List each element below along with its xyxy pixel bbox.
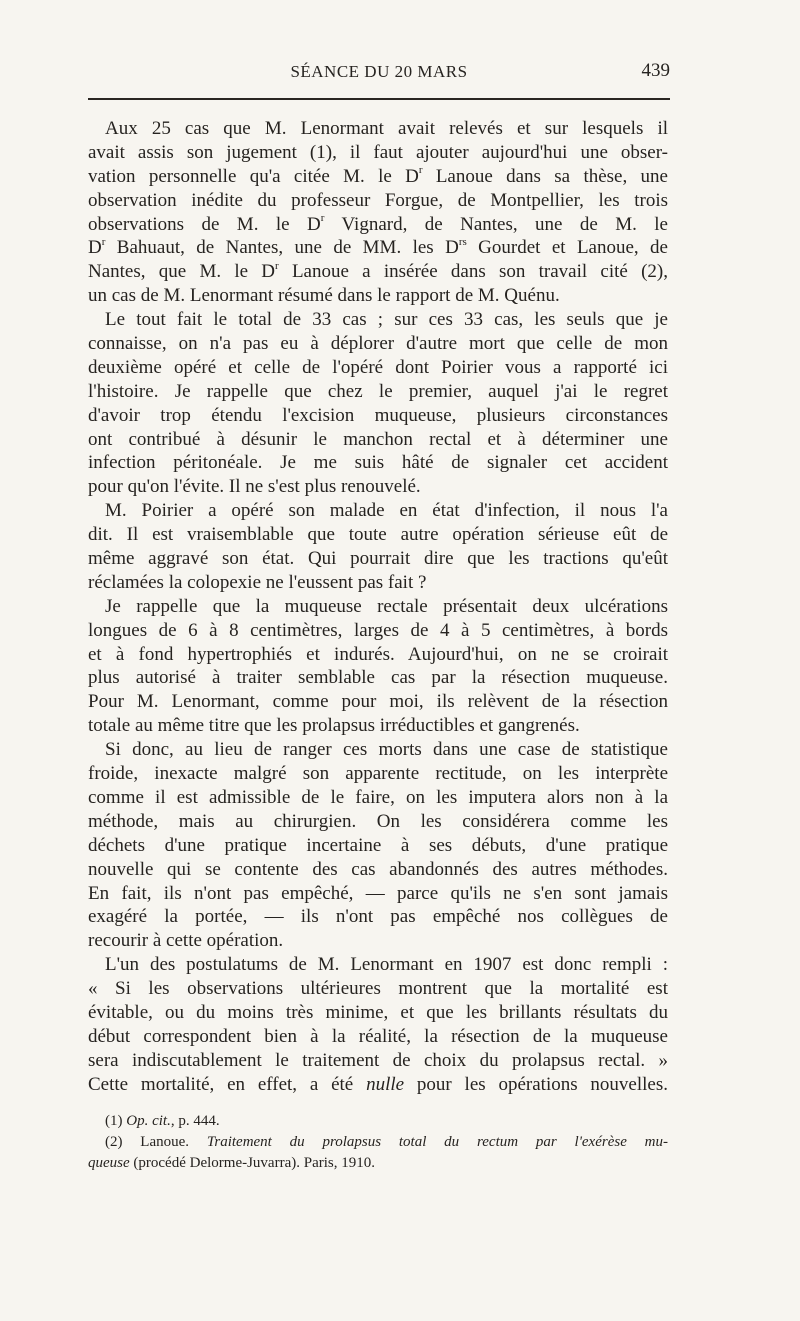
text-line: « Si les observations ultérieures montrent que la mortalité est xyxy=(88,978,668,1000)
footnote-continuation: queuse (procédé Delorme-Juvarra). Paris, 1910. xyxy=(88,1155,375,1171)
running-head xyxy=(88,58,670,88)
body-text xyxy=(88,117,668,1097)
text-line: nouvelle qui se contente des cas abandonnés des autres méthodes. xyxy=(88,858,668,880)
text-line: d'avoir trop étendu l'excision muqueuse, plusieurs circonstances xyxy=(88,404,668,426)
text-line: évitable, ou du moins très minime, et que les brillants résultats du xyxy=(88,1001,668,1023)
running-title: SÉANCE DU 20 MARS xyxy=(290,62,468,81)
footnote: (2) Lanoue. Traitement du prolapsus total du rectum par l'exérèse mu- xyxy=(105,1134,668,1150)
text-line: observation inédite du professeur Forgue, de Montpellier, les trois xyxy=(88,189,668,211)
footnotes xyxy=(88,1111,668,1174)
text-line: pour qu'on l'évite. Il ne s'est plus renouvelé. xyxy=(88,476,421,498)
page-number: 439 xyxy=(641,60,670,81)
text-line: Cette mortalité, en effet, a été nulle pour les opérations nouvelles. xyxy=(88,1073,668,1095)
text-line: longues de 6 à 8 centimètres, larges de 4 à 5 centimètres, à bords xyxy=(88,619,668,641)
text-line: plus autorisé à traiter semblable cas par la résection muqueuse. xyxy=(88,667,668,689)
text-line: Je rappelle que la muqueuse rectale présentait deux ulcérations xyxy=(105,595,668,617)
text-line: sera indiscutablement le traitement de choix du prolapsus rectal. » xyxy=(88,1049,668,1071)
text-line: froide, inexacte malgré son apparente rectitude, on les interprète xyxy=(88,763,668,785)
text-line: l'histoire. Je rappelle que chez le premier, auquel j'ai le regret xyxy=(88,380,668,402)
text-line: dit. Il est vraisemblable que toute autre opération sérieuse eût de xyxy=(88,524,668,546)
text-line: un cas de M. Lenormant résumé dans le rapport de M. Quénu. xyxy=(88,285,560,307)
text-line: $D^r$ Bahuaut, de Nantes, une de MM. les $D^{rs}$ Gourdet et Lanoue, de xyxy=(88,236,668,259)
text-line: même aggravé son état. Qui pourrait dire que les tractions qu'eût xyxy=(88,548,668,570)
text-line: Si donc, au lieu de ranger ces morts dans une case de statistique xyxy=(105,739,668,761)
text-line: En fait, ils n'ont pas empêché, — parce qu'ils ne s'en sont jamais xyxy=(88,882,668,904)
text-line: infection péritonéale. Je me suis hâté de signaler cet accident xyxy=(88,452,668,474)
text-line: deuxième opéré et celle de l'opéré dont Poirier vous a rapporté ici xyxy=(88,356,668,378)
text-line: observations de M. le $D^r$ Vignard, de Nantes, une de M. le xyxy=(88,212,668,235)
text-line: recourir à cette opération. xyxy=(88,930,284,952)
text-line: Nantes, que M. le $D^r$ Lanoue a insérée dans son travail cité (2), xyxy=(88,260,668,283)
text-line: exagéré la portée, — ils n'ont pas empêché nos collègues de xyxy=(88,906,668,928)
header-rule xyxy=(88,98,670,100)
text-line: L'un des postulatums de M. Lenormant en 1907 est donc rempli : xyxy=(105,954,668,976)
footnote: (1) Op. cit., p. 444. xyxy=(105,1113,220,1129)
text-line: totale au même titre que les prolapsus irréductibles et gangrenés. xyxy=(88,715,580,737)
text-line: connaisse, on n'a pas eu à déplorer d'autre mort que celle de mon xyxy=(88,333,668,355)
text-line: vation personnelle qu'a citée M. le $D^r$ Lanoue dans sa thèse, une xyxy=(88,164,668,187)
text-line: déchets d'une pratique incertaine à ses débuts, d'une pratique xyxy=(88,834,668,856)
text-line: méthode, mais au chirurgien. On les considérera comme les xyxy=(88,810,668,832)
text-line: Le tout fait le total de 33 cas ; sur ces 33 cas, les seuls que je xyxy=(105,309,668,331)
text-line: Aux 25 cas que M. Lenormant avait relevés et sur lesquels il xyxy=(105,118,668,139)
text-line: Pour M. Lenormant, comme pour moi, ils relèvent de la résection xyxy=(88,691,668,713)
text-line: réclamées la colopexie ne l'eussent pas fait ? xyxy=(88,571,427,593)
text-line: et à fond hypertrophiés et indurés. Aujourd'hui, on ne se croirait xyxy=(88,643,668,665)
text-line: début correspondent bien à la réalité, la résection de la muqueuse xyxy=(88,1025,668,1047)
text-line: avait assis son jugement (1), il faut ajouter aujourd'hui une obser- xyxy=(88,141,668,163)
text-line: ont contribué à désunir le manchon rectal et à déterminer une xyxy=(88,428,668,450)
text-line: comme il est admissible de le faire, on les imputera alors non à la xyxy=(88,786,668,808)
text-line: M. Poirier a opéré son malade en état d'infection, il nous l'a xyxy=(105,500,668,522)
